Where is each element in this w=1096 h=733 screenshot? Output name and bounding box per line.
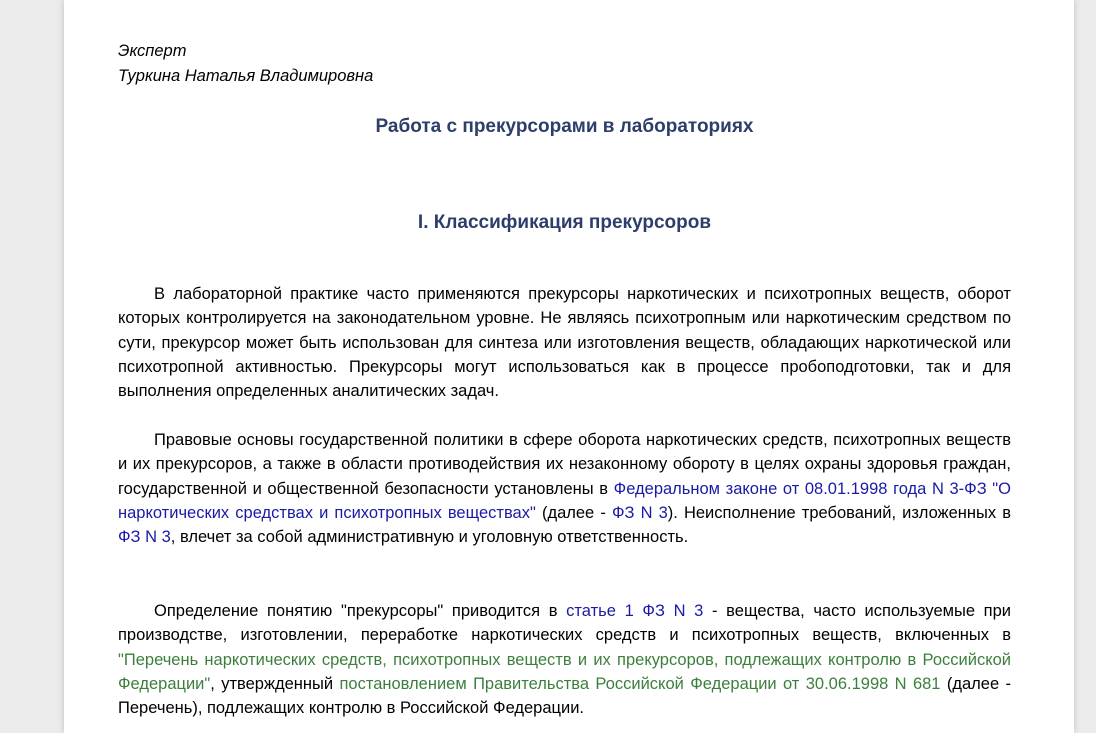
- author-name: Туркина Наталья Владимировна: [118, 67, 374, 85]
- paragraph-text: , влечет за собой административную и уголовную ответственность.: [170, 528, 689, 547]
- paragraph-text: , утвержденный: [210, 674, 340, 693]
- paragraph-text: - вещества, часто используемые при производстве, изготовлении, переработке наркотических средств и психотропных веществ, включенных в: [118, 602, 1011, 645]
- paragraph-1-text: В лабораторной практике часто применяются прекурсоры наркотических и психотропных веществ, оборот которых контролируется на законодательном уровне. Не являясь психотропным или наркотическим средством по сути, прекурсор может быть использован для синтеза или изготовления веществ, обладающих наркотической или психотропной активностью. Прекурсоры могут использоваться как в процессе пробоподготовки, так и для выполнения определенных аналитических задач.: [118, 285, 1011, 401]
- federal-law-link[interactable]: Федеральном законе от 08.01.1998 года N 3-ФЗ "О наркотических средствах и психотропных веществах": [118, 479, 1011, 522]
- author-block: [118, 39, 373, 89]
- paragraph-text: Правовые основы государственной политики в сфере оборота наркотических средств, психотропных веществ и их прекурсоров, а также в области противодействия их незаконному обороту в целях охраны здоровья граждан, государственной и общественной безопасности установлены в: [118, 431, 1011, 498]
- paragraph-text: (далее - Перечень), подлежащих контролю в Российской Федерации.: [118, 674, 1011, 718]
- fz-n3-link-2[interactable]: ФЗ N 3: [118, 528, 171, 547]
- article-1-link[interactable]: статье 1 ФЗ N 3: [566, 602, 704, 620]
- author-role: Эксперт: [118, 42, 187, 60]
- paragraph-text: ). Неисполнение требований, изложенных в: [667, 503, 1011, 522]
- section-heading: I. Классификация прекурсоров: [417, 212, 712, 233]
- document-page: [64, 0, 1074, 733]
- substance-list-link[interactable]: "Перечень наркотических средств, психотропных веществ и их прекурсоров, подлежащих контролю в Российской Федерации": [118, 650, 1011, 693]
- government-decree-link[interactable]: постановлением Правительства Российской Федерации от 30.06.1998 N 681: [339, 674, 941, 693]
- paragraph-2: [118, 428, 1011, 549]
- document-title: Работа с прекурсорами в лабораториях: [375, 116, 754, 137]
- fz-n3-link[interactable]: ФЗ N 3: [611, 503, 668, 522]
- paragraph-text: Определение понятию "прекурсоры" приводится в: [154, 602, 567, 620]
- paragraph-3: [118, 599, 1011, 720]
- paragraph-1: [118, 282, 1011, 403]
- paragraph-text: (далее -: [535, 503, 612, 522]
